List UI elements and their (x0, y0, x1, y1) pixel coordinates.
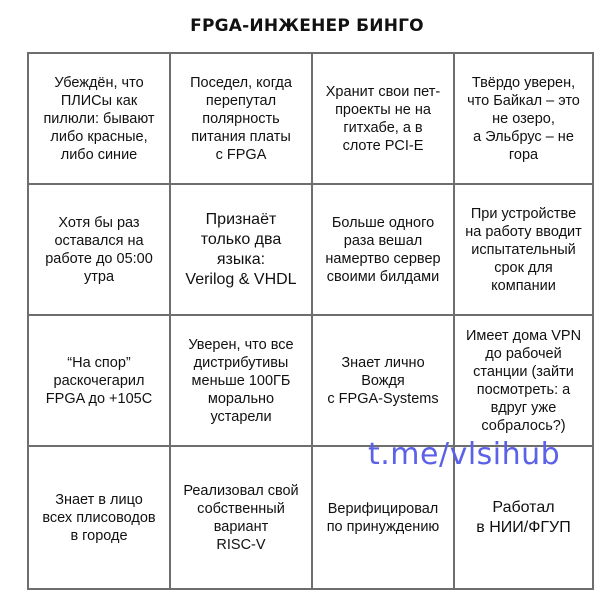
bingo-cell: Хотя бы раз оставался на работе до 05:00 утра (29, 185, 171, 316)
bingo-cell: При устройстве на работу вводит испытательный срок для компании (455, 185, 594, 316)
bingo-cell: Больше одного раза вешал намертво сервер своими билдами (313, 185, 455, 316)
bingo-cell: Работал в НИИ/ФГУП (455, 447, 594, 590)
bingo-cell: Уверен, что все дистрибутивы меньше 100ГБ морально устарели (171, 316, 313, 447)
bingo-grid (27, 52, 594, 590)
bingo-cell: Верифицировал по принуждению (313, 447, 455, 590)
bingo-cell: Знает в лицо всех плисоводов в городе (29, 447, 171, 590)
bingo-cell: Признаёт только два языка: Verilog & VHDL (171, 185, 313, 316)
bingo-cell: Знает лично Вождя с FPGA-Systems (313, 316, 455, 447)
bingo-cell: Хранит свои пет- проекты не на гитхабе, а в слоте PCI-E (313, 54, 455, 185)
bingo-title: FPGA-ИНЖЕНЕР БИНГО (190, 16, 424, 36)
bingo-cell: Убеждён, что ПЛИСы как пилюли: бывают либо красные, либо синие (29, 54, 171, 185)
bingo-cell: Имеет дома VPN до рабочей станции (зайти посмотреть: а вдруг уже собралось?) (455, 316, 594, 447)
bingo-cell: “На спор” раскочегарил FPGA до +105С (29, 316, 171, 447)
watermark-link: t.me/vlsihub (368, 437, 561, 472)
bingo-cell: Поседел, когда перепутал полярность питания платы с FPGA (171, 54, 313, 185)
bingo-cell: Реализовал свой собственный вариант RISC-V (171, 447, 313, 590)
bingo-cell: Твёрдо уверен, что Байкал – это не озеро, а Эльбрус – не гора (455, 54, 594, 185)
